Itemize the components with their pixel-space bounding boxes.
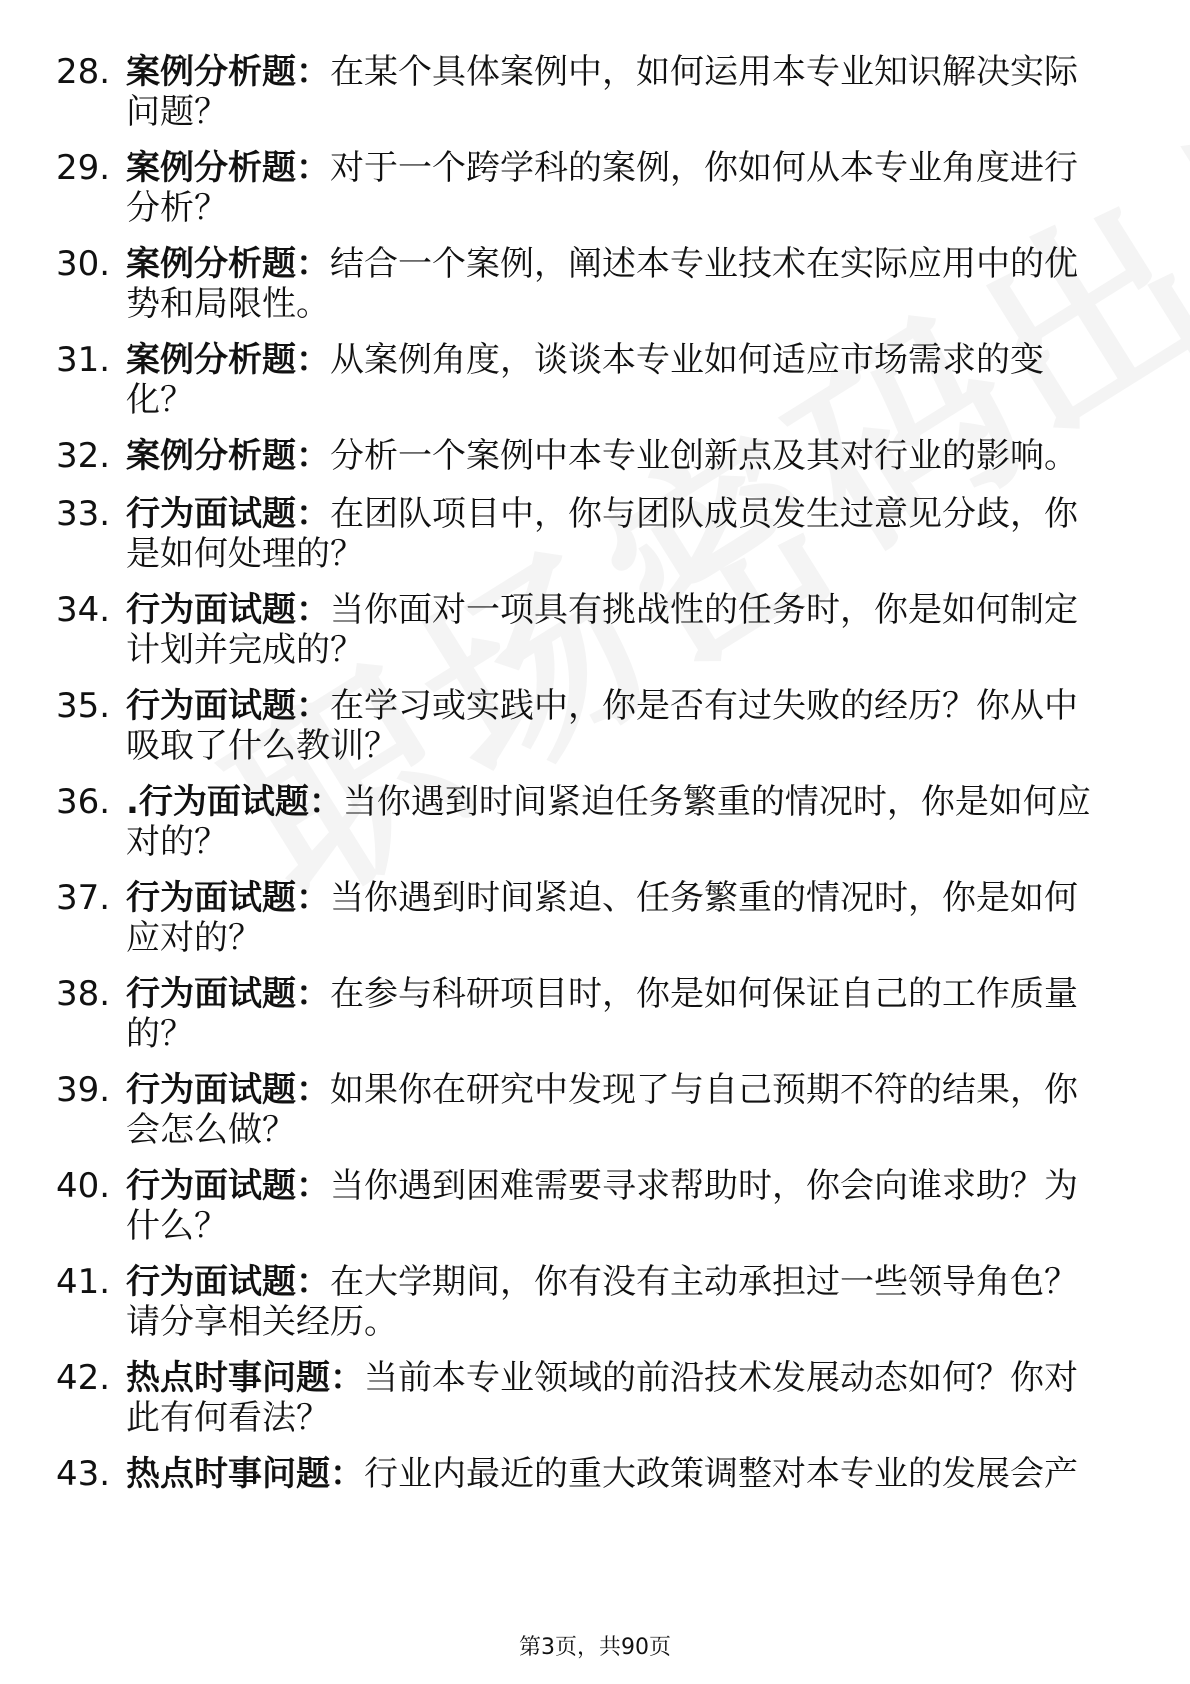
question-number: 31. xyxy=(56,340,111,380)
question-category-label: .行为面试题： xyxy=(126,782,343,822)
question-number: 43. xyxy=(56,1454,111,1494)
question-category-label: 案例分析题： xyxy=(126,148,330,188)
question-number: 42. xyxy=(56,1358,111,1398)
question-line-text: 在学习或实践中，你是否有过失败的经历？你从中 xyxy=(330,686,1078,726)
question-text xyxy=(126,494,1116,574)
question-line-text: 会怎么做？ xyxy=(126,1110,296,1150)
question-number: 33. xyxy=(56,494,111,534)
question-category-label: 行为面试题： xyxy=(126,1262,330,1302)
question-line xyxy=(126,782,1116,822)
question-text xyxy=(126,148,1116,228)
question-text xyxy=(126,1262,1116,1342)
question-line xyxy=(126,52,1116,92)
question-line xyxy=(126,974,1116,1014)
question-line-text: 当你面对一项具有挑战性的任务时，你是如何制定 xyxy=(330,590,1078,630)
question-text xyxy=(126,436,1116,476)
question-line xyxy=(126,284,1116,324)
question-line xyxy=(126,822,1116,862)
question-line xyxy=(126,1262,1116,1302)
question-category-label: 行为面试题： xyxy=(126,494,330,534)
question-number: 36. xyxy=(56,782,111,822)
question-line xyxy=(126,436,1116,476)
question-category-label: 行为面试题： xyxy=(126,974,330,1014)
question-category-label: 案例分析题： xyxy=(126,244,330,284)
question-line xyxy=(126,1206,1116,1246)
question-number: 34. xyxy=(56,590,111,630)
question-line-text: 在参与科研项目时，你是如何保证自己的工作质量 xyxy=(330,974,1078,1014)
question-text xyxy=(126,340,1116,420)
question-line-text: 在团队项目中，你与团队成员发生过意见分歧，你 xyxy=(330,494,1078,534)
question-text xyxy=(126,1166,1116,1246)
question-category-label: 案例分析题： xyxy=(126,340,330,380)
question-text xyxy=(126,1070,1116,1150)
question-number: 28. xyxy=(56,52,111,92)
question-line xyxy=(126,726,1116,766)
question-line-text: 是如何处理的？ xyxy=(126,534,364,574)
question-line xyxy=(126,92,1116,132)
question-line-text: 计划并完成的？ xyxy=(126,630,364,670)
question-line-text: 分析？ xyxy=(126,188,228,228)
question-text xyxy=(126,1358,1116,1438)
question-line xyxy=(126,1014,1116,1054)
question-line-text: 在大学期间，你有没有主动承担过一些领导角色？ xyxy=(330,1262,1078,1302)
question-line xyxy=(126,1302,1116,1342)
question-number: 41. xyxy=(56,1262,111,1302)
question-line-text: 吸取了什么教训？ xyxy=(126,726,398,766)
question-line xyxy=(126,1070,1116,1110)
question-number: 40. xyxy=(56,1166,111,1206)
question-line-text: 势和局限性。 xyxy=(126,284,330,324)
question-text xyxy=(126,244,1116,324)
question-line xyxy=(126,1454,1116,1494)
question-number: 38. xyxy=(56,974,111,1014)
question-line xyxy=(126,1358,1116,1398)
question-number: 30. xyxy=(56,244,111,284)
question-line xyxy=(126,686,1116,726)
question-line-text: 对于一个跨学科的案例，你如何从本专业角度进行 xyxy=(330,148,1078,188)
question-line-text: 化？ xyxy=(126,380,194,420)
question-category-label: 案例分析题： xyxy=(126,52,330,92)
question-category-label: 行为面试题： xyxy=(126,878,330,918)
question-number: 39. xyxy=(56,1070,111,1110)
question-line-text: 从案例角度，谈谈本专业如何适应市场需求的变 xyxy=(330,340,1044,380)
question-line xyxy=(126,534,1116,574)
question-line xyxy=(126,188,1116,228)
question-line-text: 什么？ xyxy=(126,1206,228,1246)
question-line-text: 问题？ xyxy=(126,92,228,132)
question-category-label: 案例分析题： xyxy=(126,436,330,476)
question-text xyxy=(126,590,1116,670)
question-line xyxy=(126,630,1116,670)
question-line-text: 结合一个案例，阐述本专业技术在实际应用中的优 xyxy=(330,244,1078,284)
question-line-text: 当你遇到时间紧迫任务繁重的情况时，你是如何应 xyxy=(342,782,1091,822)
question-line xyxy=(126,148,1116,188)
question-line-text: 行业内最近的重大政策调整对本专业的发展会产 xyxy=(364,1454,1078,1494)
question-line-text: 如果你在研究中发现了与自己预期不符的结果，你 xyxy=(330,1070,1078,1110)
question-category-label: 行为面试题： xyxy=(126,686,330,726)
question-line xyxy=(126,380,1116,420)
question-line-text: 的？ xyxy=(126,1014,194,1054)
question-line xyxy=(126,1166,1116,1206)
question-text xyxy=(126,974,1116,1054)
question-line xyxy=(126,340,1116,380)
question-line xyxy=(126,878,1116,918)
question-text xyxy=(126,878,1116,958)
question-line xyxy=(126,918,1116,958)
page-footer: 第3页，共90页 xyxy=(519,1635,671,1660)
question-line-text: 对的？ xyxy=(126,822,228,862)
question-line-text: 当前本专业领域的前沿技术发展动态如何？你对 xyxy=(364,1358,1078,1398)
question-text xyxy=(126,52,1116,132)
question-number: 35. xyxy=(56,686,111,726)
question-line xyxy=(126,244,1116,284)
question-line xyxy=(126,1110,1116,1150)
question-line-text: 在某个具体案例中，如何运用本专业知识解决实际 xyxy=(330,52,1078,92)
question-line xyxy=(126,1398,1116,1438)
question-line xyxy=(126,494,1116,534)
question-category-label: 行为面试题： xyxy=(126,1070,330,1110)
question-category-label: 行为面试题： xyxy=(126,1166,330,1206)
question-category-label: 行为面试题： xyxy=(126,590,330,630)
question-text xyxy=(126,1454,1116,1494)
question-line-text: 请分享相关经历。 xyxy=(126,1302,398,1342)
question-text xyxy=(126,782,1116,862)
question-category-label: 热点时事问题： xyxy=(126,1358,364,1398)
question-line-text: 当你遇到困难需要寻求帮助时，你会向谁求助？为 xyxy=(330,1166,1078,1206)
question-category-label: 热点时事问题： xyxy=(126,1454,364,1494)
question-line-text: 应对的？ xyxy=(126,918,262,958)
question-number: 37. xyxy=(56,878,111,918)
question-number: 32. xyxy=(56,436,111,476)
question-line xyxy=(126,590,1116,630)
question-number: 29. xyxy=(56,148,111,188)
question-line-text: 当你遇到时间紧迫、任务繁重的情况时，你是如何 xyxy=(330,878,1078,918)
question-line-text: 此有何看法？ xyxy=(126,1398,330,1438)
question-text xyxy=(126,686,1116,766)
question-line-text: 分析一个案例中本专业创新点及其对行业的影响。 xyxy=(330,436,1078,476)
